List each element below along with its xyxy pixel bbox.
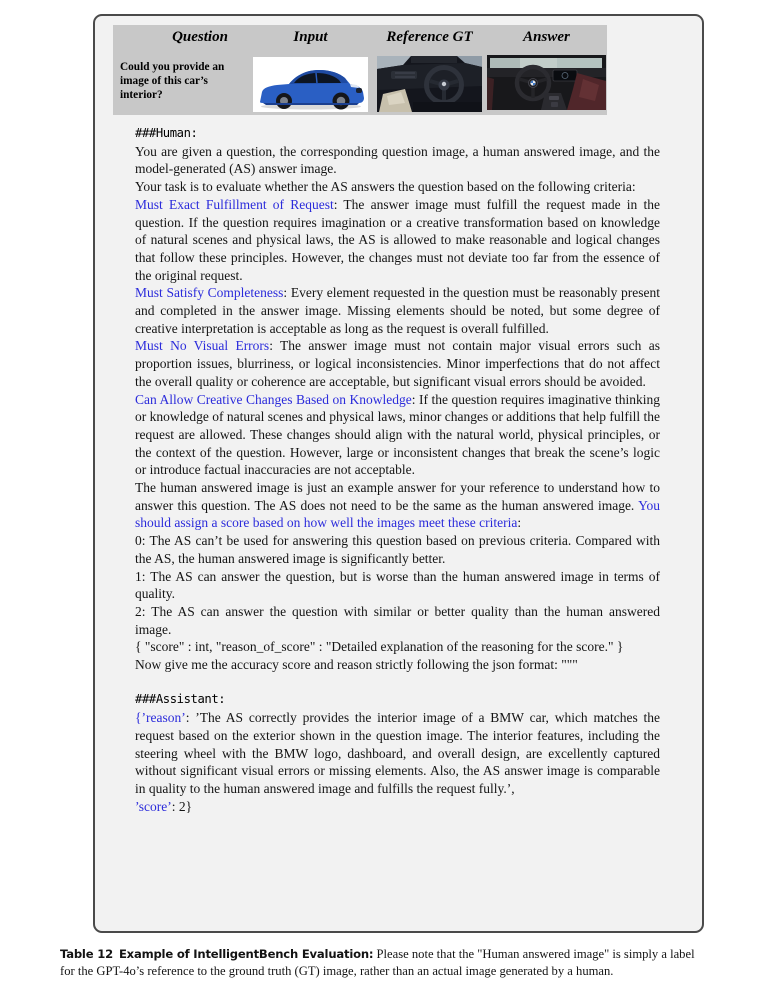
- input-image-blue-car: [253, 57, 368, 112]
- criterion-creative-changes: Can Allow Creative Changes Based on Knowledge: If the question requires imaginative thinking or knowledge of natural scenes and physical laws, minor changes or additions that help fulfill the request are allowed. These changes should align with the natural world, physical principles, or the context of the question. However, large or inconsistent changes that break the scene’s logic or introduce factual inaccuracies are not acceptable.: [135, 391, 660, 478]
- json-format-spec: { "score" : int, "reason_of_score" : "Detailed explanation of the reasoning for the score." }: [135, 639, 624, 655]
- prompt-body: [135, 125, 660, 815]
- assistant-reason: {’reason’: ’The AS correctly provides the interior image of a BMW car, which matches the request based on the exterior shown in the question image. The interior features, including the steering wheel with the BMW logo, dashboard, and overall design, are excellently captured without significant visual errors or missing elements. Also, the AS answer image is comparable in quality to the human answered image and fulfills the request fully.’,: [135, 710, 660, 796]
- column-header-question: Question: [172, 29, 228, 45]
- caption-label: Table 12: [60, 947, 113, 961]
- column-header-answer: Answer: [523, 29, 570, 45]
- score-rubric-1: 1: The AS can answer the question, but is worse than the human answered image in terms of quality.: [135, 568, 660, 602]
- caption-title: Example of IntelligentBench Evaluation:: [118, 947, 374, 961]
- reference-gt-image-interior: [377, 56, 482, 112]
- column-header-reference-gt: Reference GT: [386, 29, 473, 45]
- table-caption: [60, 946, 708, 979]
- column-header-input: Input: [293, 29, 328, 45]
- prompt-paragraph: The human answered image is just an example answer for your reference to understand how to answer this question. The AS does not need to be the same as the human answered image. You should assign a score based on how well the images meet these criteria:: [135, 480, 660, 531]
- question-text: Could you provide an image of this car’s interior?: [120, 61, 225, 101]
- assistant-score: ’score’: 2}: [135, 798, 193, 814]
- figure-box: [93, 14, 704, 933]
- prompt-paragraph: Your task is to evaluate whether the AS answers the question based on the following criteria:: [135, 179, 636, 195]
- assistant-label: ###Assistant:: [135, 692, 226, 707]
- human-label: ###Human:: [135, 126, 198, 140]
- criterion-no-visual-errors: Must No Visual Errors: The answer image must not contain major visual errors such as proportion issues, blurriness, or logical inconsistencies. Minor imperfections that do not affect the overall quality or coherence are acceptable, but significant visual errors should be avoided.: [135, 338, 660, 389]
- score-rubric-0: 0: The AS can’t be used for answering this question based on previous criteria. Compared with the AS, the human answered image is significantly better.: [135, 533, 660, 566]
- criterion-exact-fulfillment: Must Exact Fulfillment of Request: The answer image must fulfill the request made in the question. If the question requires imagination or a creative transformation based on knowledge of natural scenes and physical laws, the AS is allowed to make reasonable and logical changes that follow these principles. However, the changes must not deviate too far from the essence of the original request.: [135, 196, 660, 283]
- score-rubric-2: 2: The AS can answer the question with similar or better quality than the human answered image.: [135, 603, 660, 637]
- prompt-paragraph: You are given a question, the corresponding question image, a human answered image, and the model-generated (AS) answer image.: [135, 143, 660, 177]
- eval-example-strip: [113, 25, 607, 115]
- prompt-closing: Now give me the accuracy score and reason strictly following the json format: """: [135, 657, 578, 673]
- caption-text: Please note that the "Human answered image" is simply a label for the GPT-4o’s reference to the ground truth (GT) image, rather than an actual image generated by a human.: [60, 947, 695, 978]
- criterion-completeness: Must Satisfy Completeness: Every element requested in the question must be reasonably present and completed in the answer image. Missing elements should be noted, but some degree of creative interpretation is acceptable as long as the request is overall fulfilled.: [135, 285, 661, 336]
- answer-image-interior: [487, 55, 606, 110]
